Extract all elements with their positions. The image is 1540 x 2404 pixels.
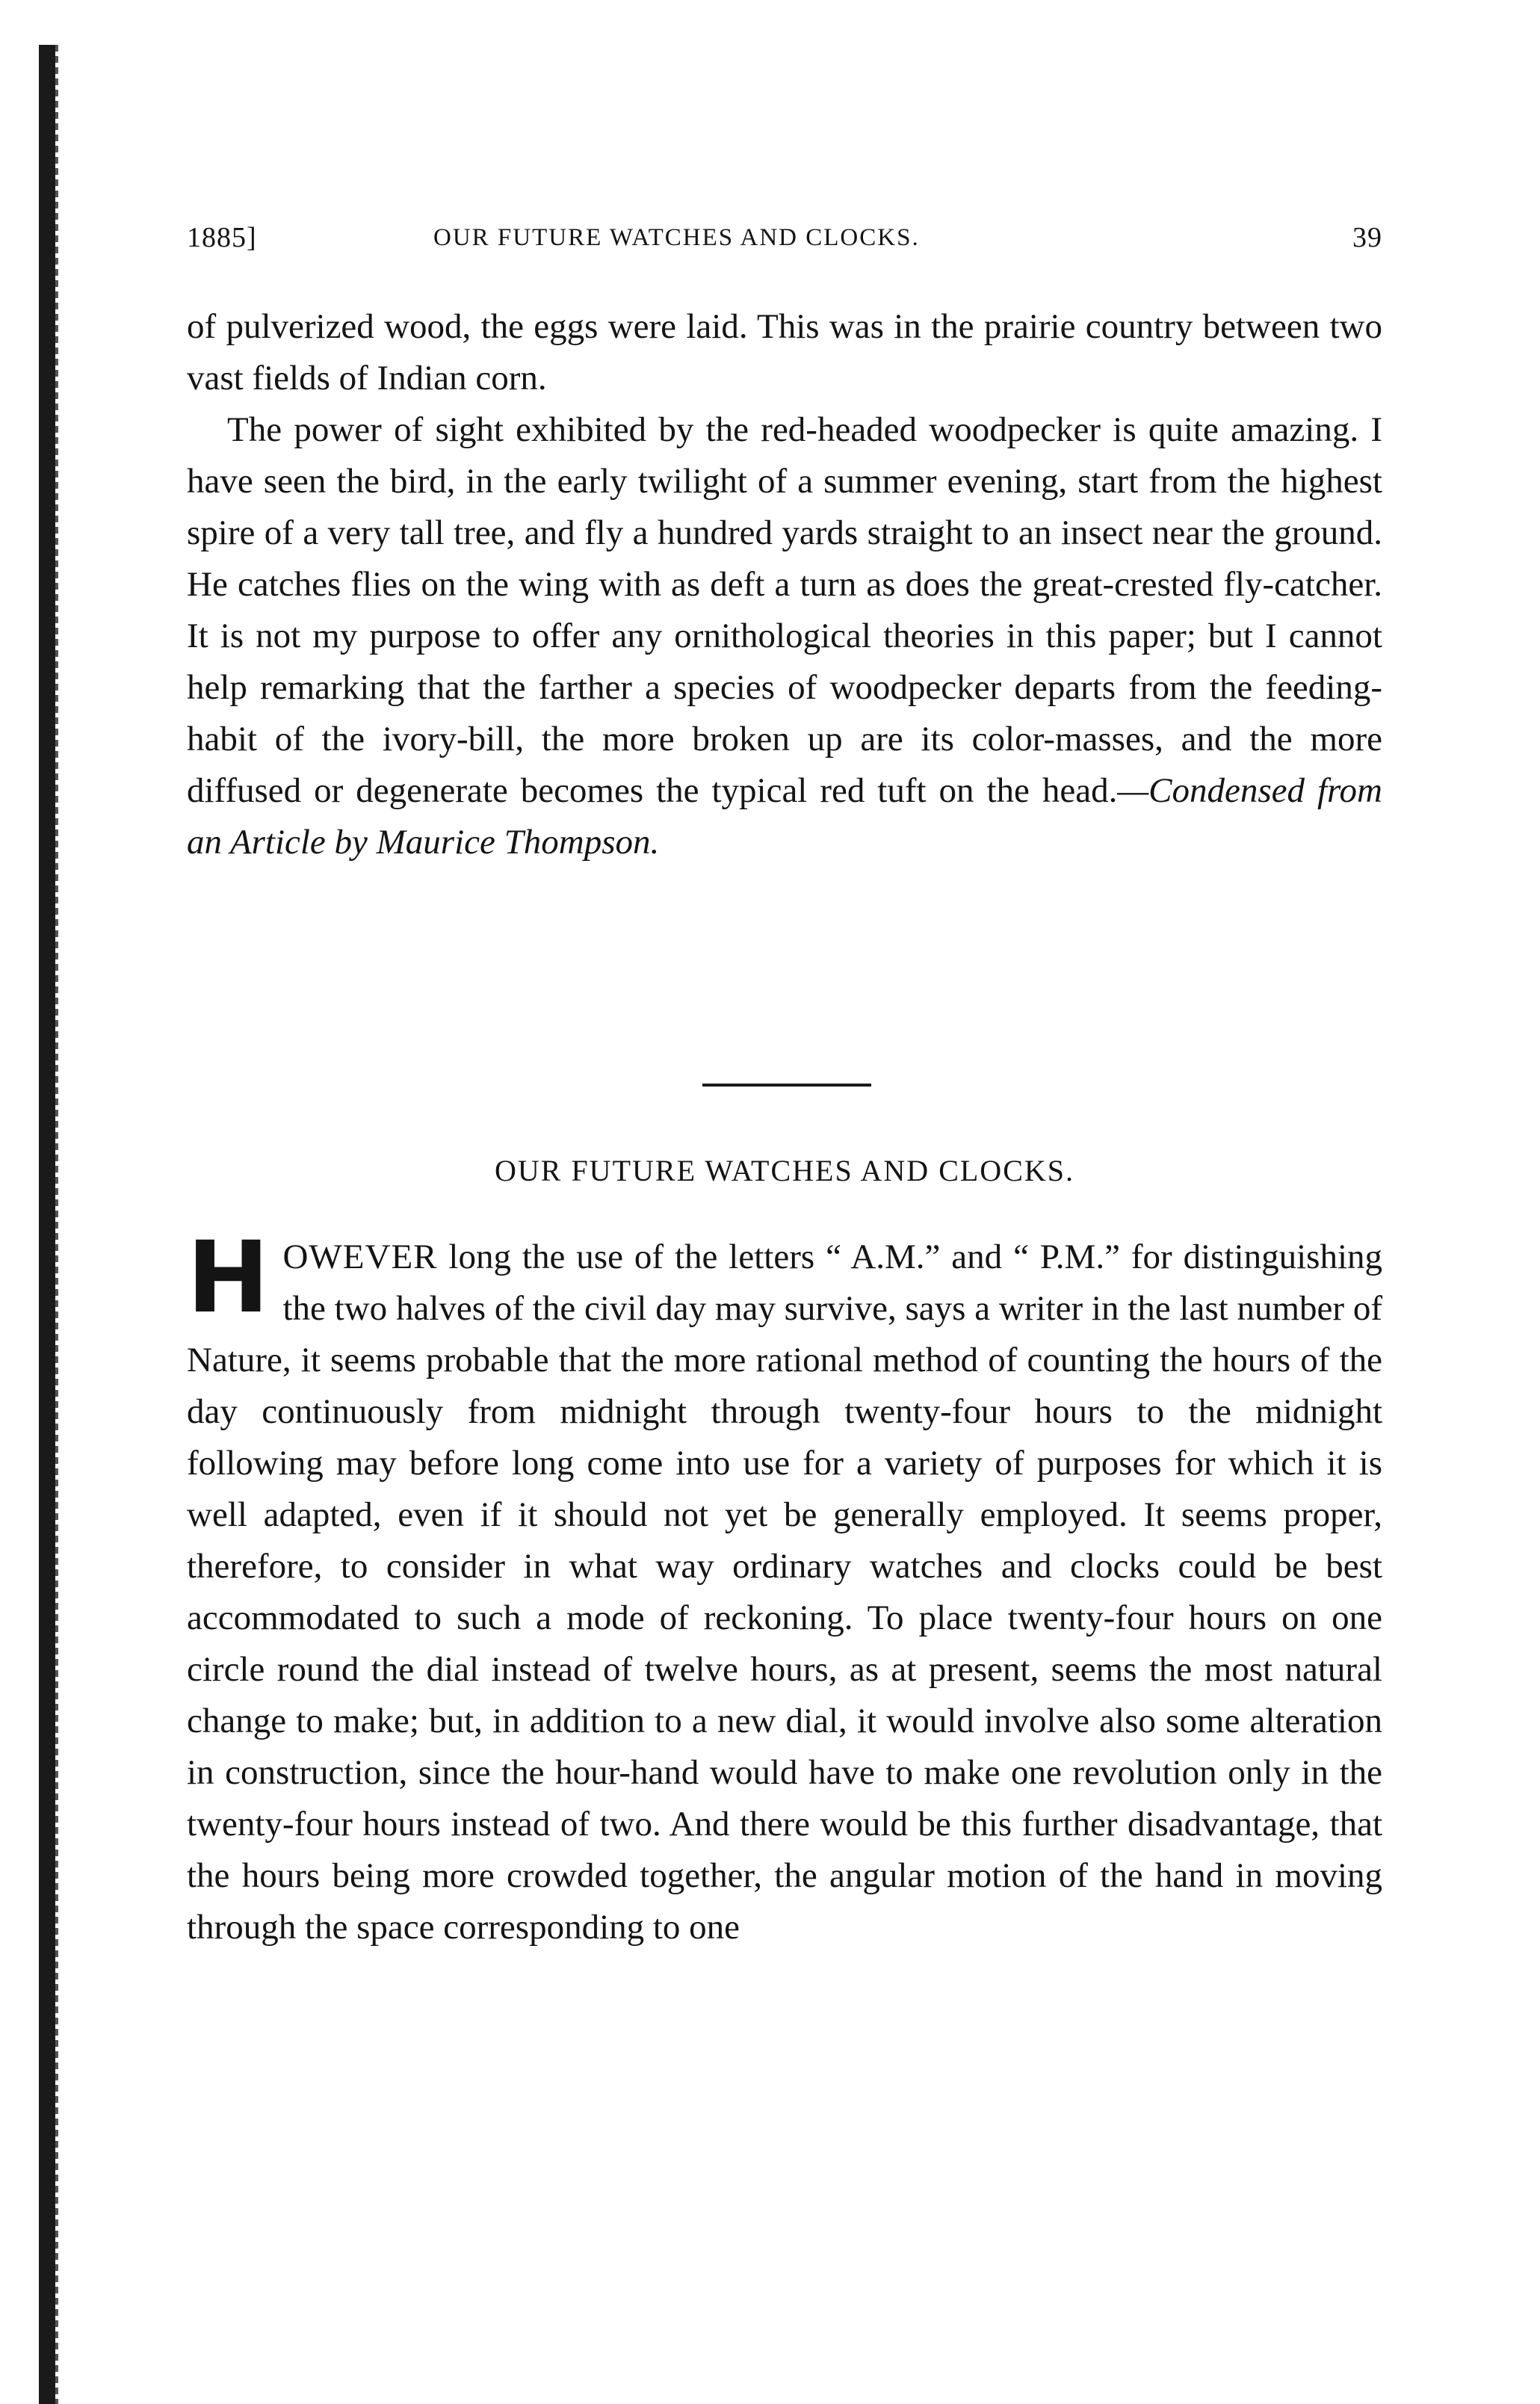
continued-article <box>187 301 1382 868</box>
woodpecker-paragraph-text: The power of sight exhibited by the red-headed woodpecker is quite amazing. I have seen the bird, in the early twilight of a summer evening, start from the highest spire of a very tall tree, and fly a hundred yards straight to an insect near the ground. He catches flies on the wing with as deft a turn as does the great-crested fly-catcher. It is not my purpose to offer any ornithological theories in this paper; but I cannot help remarking that the farther a species of woodpecker departs from the feeding-habit of the ivory-bill, the more broken up are its color-masses, and the more diffused or degenerate becomes the typical red tuft on the head. <box>187 410 1382 810</box>
running-head <box>187 221 1382 259</box>
running-head-title: OUR FUTURE WATCHES AND CLOCKS. <box>433 224 920 251</box>
article-paragraph <box>187 1220 1382 1953</box>
woodpecker-paragraph <box>187 404 1382 868</box>
section-divider <box>702 1084 871 1087</box>
page-binding-shadow <box>55 45 58 2404</box>
attribution: —Condensed from an Article by Maurice Thompson. <box>187 771 1383 862</box>
lead-word: OWEVER <box>282 1237 438 1276</box>
page-binding-edge <box>39 45 55 2404</box>
drop-cap: H <box>187 1220 270 1335</box>
article-body <box>187 1220 1382 1953</box>
page-number: 39 <box>1352 222 1382 253</box>
article-title: OUR FUTURE WATCHES AND CLOCKS. <box>494 1154 1074 1187</box>
continued-paragraph: of pulverized wood, the eggs were laid. This was in the prairie country between two vast fields of Indian corn. <box>187 307 1382 398</box>
running-head-year: 1885] <box>187 222 257 253</box>
article-text: long the use of the letters “ A.M.” and “ P.M.” for distinguishing the two halves of the civil day may survive, says a writer in the last number of Nature, it seems probable that the more rational method of counting the hours of the day continuously from midnight through twenty-four hours to the midnight following may before long come into use for a variety of purposes for which it is well adapted, even if it should not yet be generally employed. It seems proper, therefore, to consider in what way ordinary watches and clocks could be best accommodated to such a mode of reckoning. To place twenty-four hours on one circle round the dial instead of twelve hours, as at present, seems the most natural change to make; but, in addition to a new dial, it would involve also some alteration in construction, since the hour-hand would have to make one revolution only in the twenty-four hours instead of two. And there would be this further disadvantage, that the hours being more crowded together, the angular motion of the hand in moving through the space corresponding to one <box>187 1237 1382 1947</box>
